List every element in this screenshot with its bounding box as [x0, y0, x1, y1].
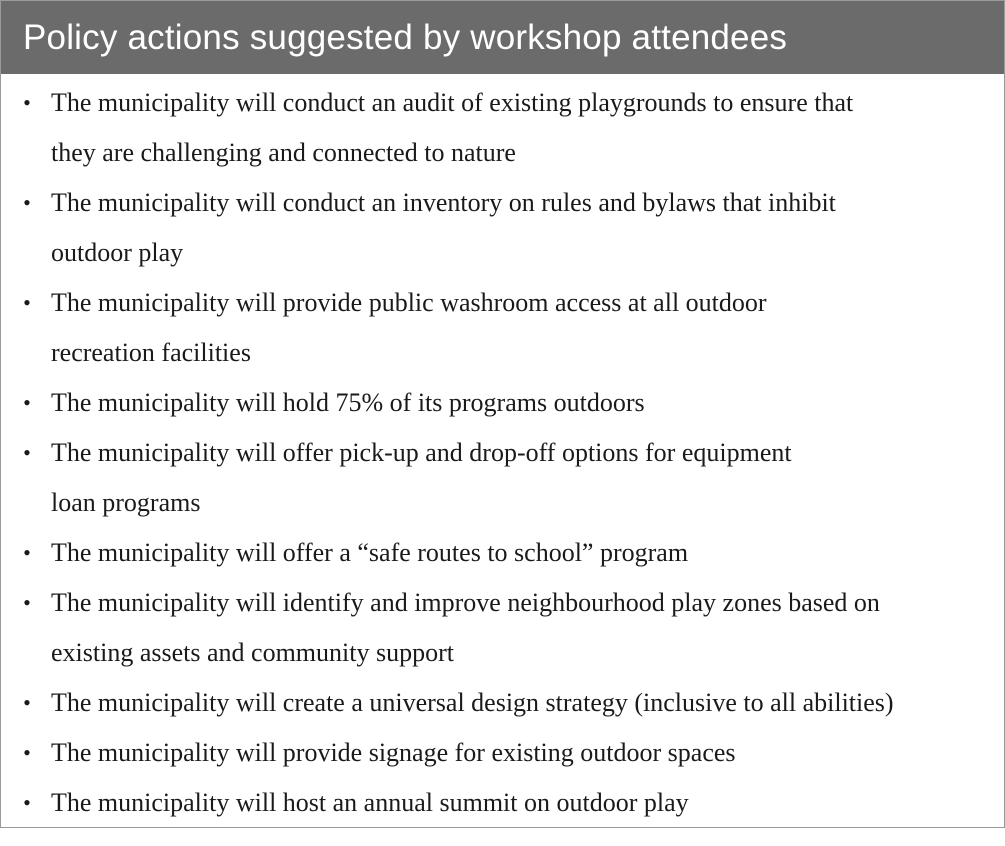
item-text-line-1: The municipality will conduct an inventory on rules and bylaws that inhibit [51, 188, 836, 217]
item-text-line-2: recreation facilities [51, 338, 251, 367]
list-item [1, 178, 1004, 278]
bullet-icon: • [23, 690, 31, 715]
bullet-icon: • [23, 590, 31, 615]
list-item [1, 428, 1004, 528]
item-text-line-1: The municipality will provide signage for existing outdoor spaces [51, 738, 736, 767]
list-item [1, 278, 1004, 378]
bullet-icon: • [23, 540, 31, 565]
bullet-icon: • [23, 740, 31, 765]
bullet-icon: • [23, 290, 31, 315]
item-text-line-1: The municipality will conduct an audit of existing playgrounds to ensure that [51, 88, 854, 117]
item-text-line-2: outdoor play [51, 238, 184, 267]
list-item [1, 778, 1004, 828]
box-title: Policy actions suggested by workshop attendees [1, 1, 1004, 74]
item-text-line-2: they are challenging and connected to nature [51, 138, 516, 167]
bullet-icon: • [23, 790, 31, 815]
item-text-line-1: The municipality will hold 75% of its programs outdoors [51, 388, 645, 417]
item-text-line-2: existing assets and community support [51, 638, 454, 667]
bullet-icon: • [23, 90, 31, 115]
bullet-icon: • [23, 390, 31, 415]
item-text-line-1: The municipality will offer a “safe routes to school” program [51, 538, 689, 567]
list-item [1, 678, 1004, 728]
item-text-line-1: The municipality will provide public washroom access at all outdoor [51, 288, 767, 317]
bullet-icon: • [23, 440, 31, 465]
item-text-line-1: The municipality will identify and improve neighbourhood play zones based on [51, 588, 880, 617]
item-text-line-2: loan programs [51, 488, 201, 517]
item-text-line-1: The municipality will offer pick-up and drop-off options for equipment [51, 438, 792, 467]
item-text-line-1: The municipality will host an annual summit on outdoor play [51, 788, 689, 817]
list-item [1, 578, 1004, 678]
list-item [1, 378, 1004, 428]
list-item [1, 728, 1004, 778]
item-text-line-1: The municipality will create a universal design strategy (inclusive to all abilities) [51, 688, 894, 717]
bullet-icon: • [23, 190, 31, 215]
list-item [1, 528, 1004, 578]
policy-actions-list [1, 74, 1004, 828]
list-item [1, 78, 1004, 178]
